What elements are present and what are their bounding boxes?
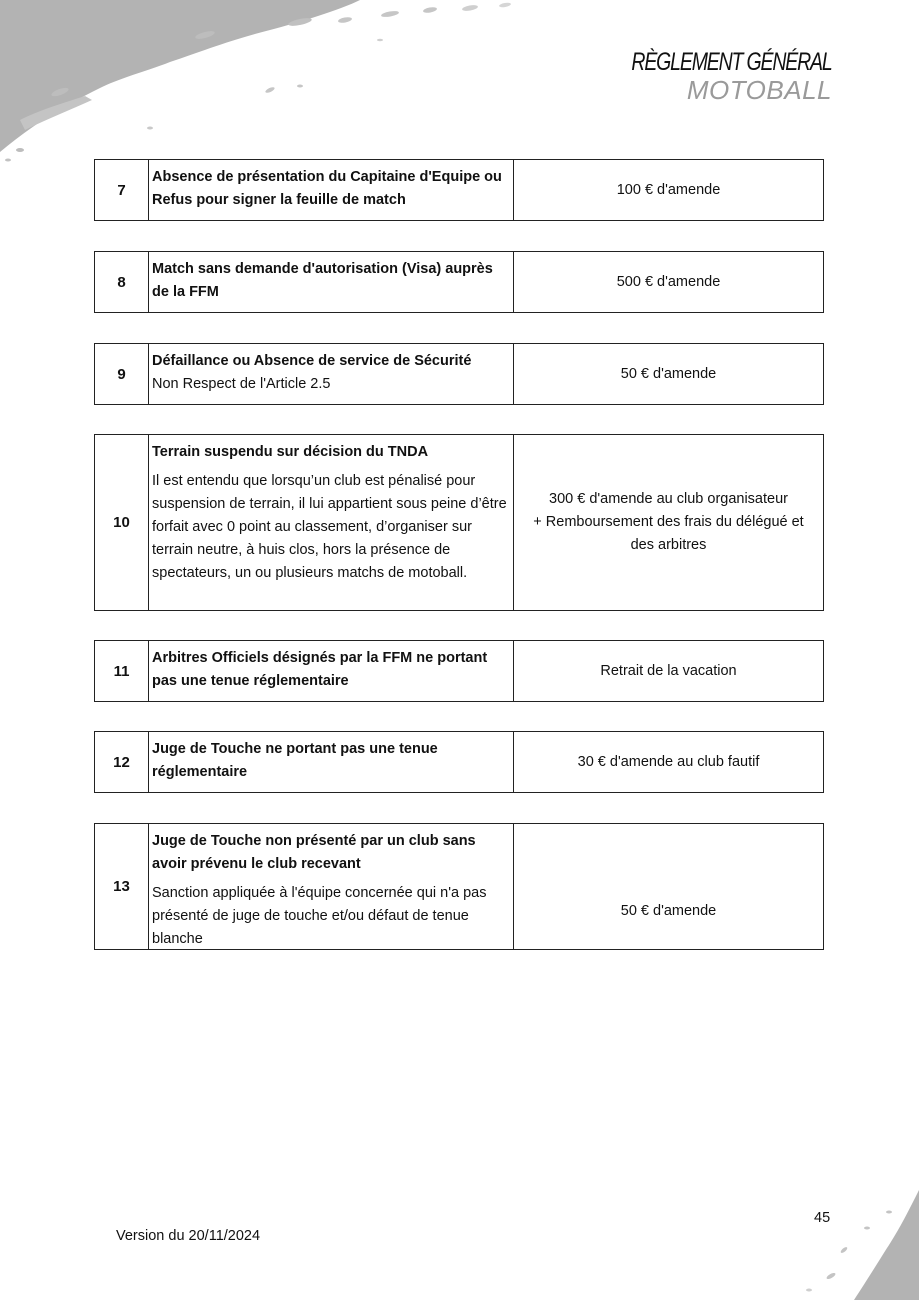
document-header (575, 50, 832, 103)
row-number: 13 (95, 824, 149, 949)
sanction-cell (514, 435, 823, 610)
version-date: Version du 20/11/2024 (116, 1228, 261, 1244)
sanction-text: 500 € d'amende (616, 273, 721, 290)
offense-title: Absence de présentation du Capitaine d'Equipe ou Refus pour signer la feuille de match (152, 169, 502, 208)
offense-title: Terrain suspendu sur décision du TNDA (152, 444, 429, 460)
offense-title: Arbitres Officiels désignés par la FFM ne portant pas une tenue réglementaire (152, 650, 488, 689)
header-title: RÈGLEMENT GÉNÉRAL (631, 48, 832, 76)
offense-description (149, 344, 514, 404)
offense-description (149, 252, 514, 312)
sanction-text: Retrait de la vacation (600, 662, 737, 679)
row-number: 7 (95, 160, 149, 220)
sanction-text: 50 € d'amende (620, 903, 717, 919)
sanction-row-11 (94, 640, 824, 702)
decorative-splash-top-left (0, 0, 540, 170)
sanction-row-8 (94, 251, 824, 313)
row-number: 11 (95, 641, 149, 701)
sanction-text: 50 € d'amende (620, 365, 717, 382)
sanction-row-13 (94, 823, 824, 950)
header-subtitle: MOTOBALL (686, 75, 832, 105)
decorative-splash-bottom-right (749, 1190, 919, 1300)
offense-detail: Non Respect de l'Article 2.5 (152, 376, 331, 392)
sanction-cell (514, 160, 823, 220)
offense-detail: Il est entendu que lorsqu’un club est pénalisé pour suspension de terrain, il lui appartient sous peine d’être forfait avec 0 point au classement, d’organiser sur terrain neutre, à huis clos, hors la présence de spectateurs, un ou plusieurs matchs de motoball. (152, 473, 507, 581)
sanction-text: 100 € d'amende (616, 181, 721, 198)
sanction-row-12 (94, 731, 824, 793)
page-number: 45 (814, 1210, 831, 1226)
sanction-text: 300 € d'amende au club organisateur (549, 491, 788, 507)
offense-description (149, 824, 514, 949)
sanction-text: 30 € d'amende au club fautif (577, 753, 760, 770)
offense-description (149, 160, 514, 220)
offense-title: Juge de Touche non présenté par un club sans avoir prévenu le club recevant (152, 833, 476, 872)
sanction-cell (514, 732, 823, 792)
offense-detail: Sanction appliquée à l'équipe concernée qui n'a pas présenté de juge de touche et/ou défaut de tenue blanche (152, 885, 487, 947)
row-number: 10 (95, 435, 149, 610)
offense-title: Match sans demande d'autorisation (Visa) auprès de la FFM (152, 261, 493, 300)
row-number: 12 (95, 732, 149, 792)
sanction-cell (514, 641, 823, 701)
sanction-text-extra: + Remboursement des frais du délégué et des arbitres (533, 514, 804, 553)
sanction-row-7 (94, 159, 824, 221)
sanction-cell (514, 824, 823, 949)
sanction-row-10 (94, 434, 824, 611)
offense-title: Juge de Touche ne portant pas une tenue réglementaire (152, 741, 438, 780)
sanction-cell (514, 252, 823, 312)
sanction-row-9 (94, 343, 824, 405)
offense-description (149, 435, 514, 610)
row-number: 9 (95, 344, 149, 404)
sanction-cell (514, 344, 823, 404)
row-number: 8 (95, 252, 149, 312)
offense-description (149, 732, 514, 792)
offense-title: Défaillance ou Absence de service de Sécurité (152, 353, 472, 369)
offense-description (149, 641, 514, 701)
